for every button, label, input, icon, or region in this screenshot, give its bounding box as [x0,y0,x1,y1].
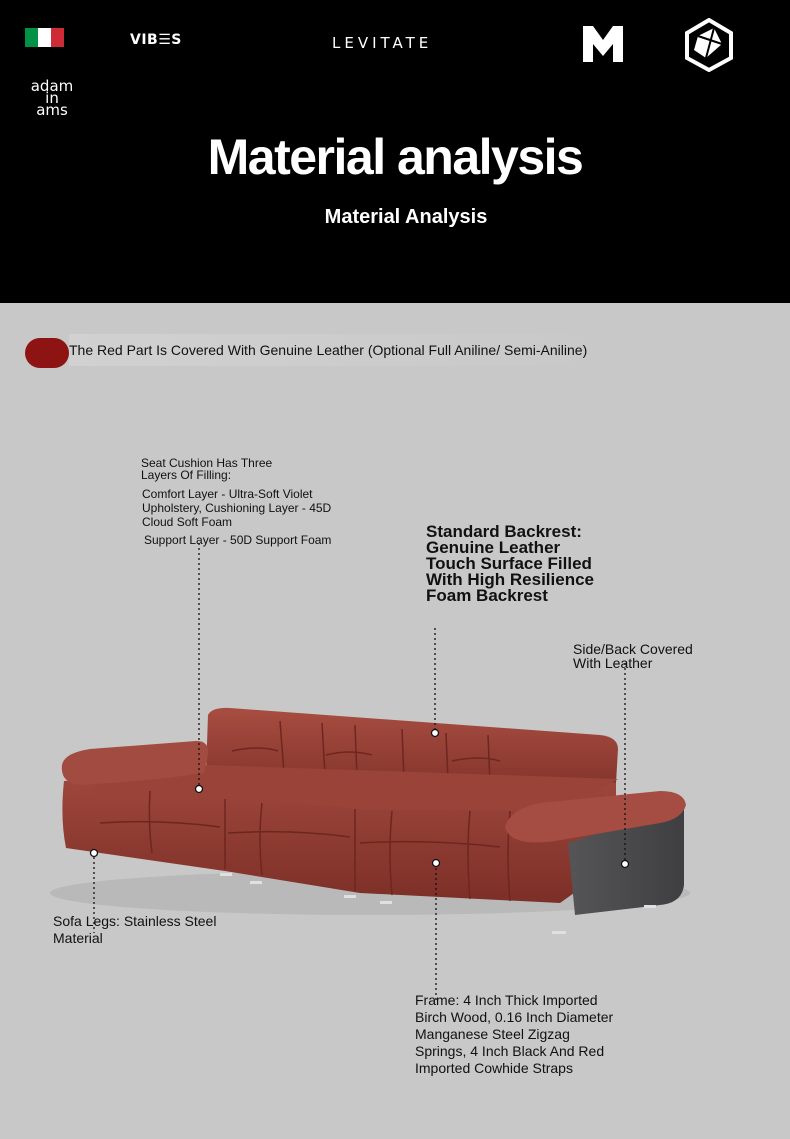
backrest-callout: Standard Backrest: Genuine Leather Touch Surface Filled With High Resilience Foam Backrest [426,522,594,605]
adam-in-ams-logo: adam in ams [30,77,74,119]
seat-callout-dot [196,786,203,793]
frame-callout-dot [433,860,440,867]
legs-callout-dot [91,850,98,857]
seat-cushion-layers: Comfort Layer - Ultra-Soft Violet Upholstery, Cushioning Layer - 45D Cloud Soft Foam [142,487,332,529]
sofa-legs-callout: Sofa Legs: Stainless Steel Material [53,913,217,946]
m-logo-icon [583,26,623,62]
sofa-shape [50,708,690,934]
backrest-callout-dot [432,730,439,737]
side-callout-dot [622,861,629,868]
levitate-logo: LEVITATE [332,34,433,52]
seat-cushion-title: Seat Cushion Has Three Layers Of Filling: [141,456,273,482]
header-banner [0,0,790,303]
sofa-illustration [0,303,790,1139]
vibes-logo: VIB☰S [130,32,182,48]
page-title: Material analysis [207,129,583,185]
side-back-callout: Side/Back Covered With Leather [573,641,693,671]
italy-flag-icon [25,28,64,47]
support-layer-label: Support Layer - 50D Support Foam [144,533,332,547]
frame-callout: Frame: 4 Inch Thick Imported Birch Wood, 0.16 Inch Diameter Manganese Steel Zigzag Springs, 4 Inch Black And Red Imported Cowhide Straps [415,992,614,1076]
legend-text: The Red Part Is Covered With Genuine Leather (Optional Full Aniline/ Semi-Aniline) [69,334,617,366]
crystal-logo-icon [684,18,734,72]
page-subtitle: Material Analysis [324,206,488,228]
